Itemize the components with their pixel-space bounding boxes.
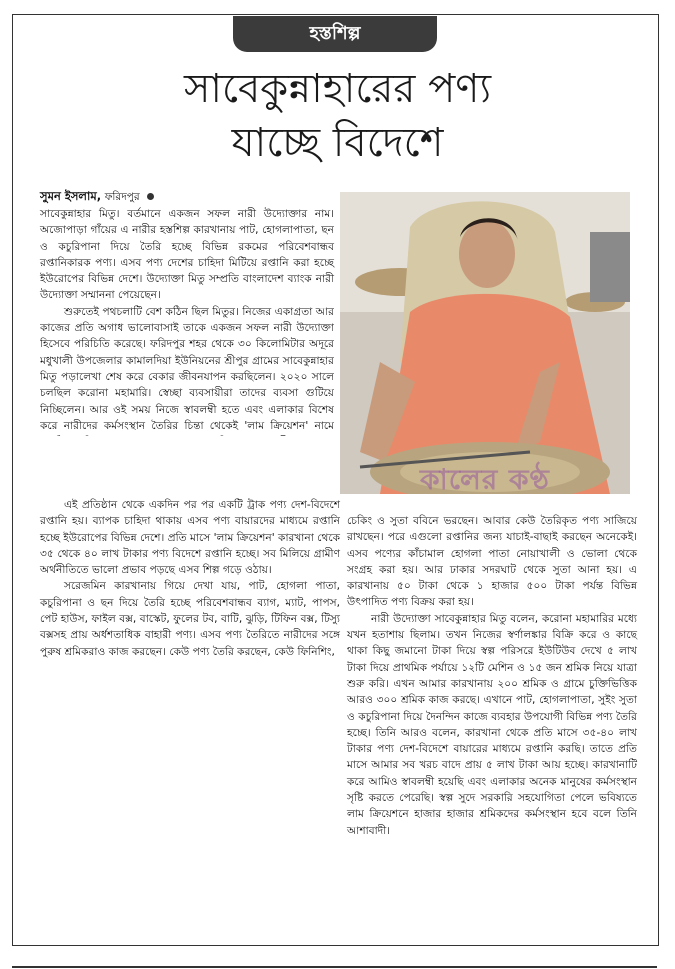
article-paragraph: শুরুতেই পথচলাটি বেশ কঠিন ছিল মিতুর। নিজের একাগ্রতা আর কাজের প্রতি অগাধ ভালোবাসাই তাকে একজন সফল নারী উদ্যোক্তা হিসেবে পরিচিতি করেছে। ফরিদপুর শহর থেকে ৩০ কিলোমিটার অদূরে মধুখালী উপজেলার কামালদিয়া ইউনিয়নের শ্রীপুর গ্রামের সাবেকুন্নাহার মিতু পড়ালেখা শেষ করে বেকার জীবনযাপন করছিলেন। ২০২০ সালে চলছিল করোনা মহামারি। স্বেচ্ছা ব্যবসায়ীরা তাদের ব্যবসা গুটিয়ে নিচ্ছিলেন। আর ওই সময় নিজে স্বাবলম্বী হতে এবং এলাকার বিশেষ করে নারীদের কর্মসংস্থান তৈরির চিন্তা থেকেই 'লাম ক্রিয়েশন' নামে [40,305,334,432]
article-column-1-bottom [40,497,340,660]
article-column-1-top [40,206,334,436]
article-paragraph: এই প্রতিষ্ঠান থেকে একদিন পর পর একটি ট্রাক পণ্য দেশ-বিদেশে রপ্তানি হয়। ব্যাপক চাহিদা থাকায় এসব পণ্য বায়ারদের মাধ্যমে রপ্তানি হচ্ছে ইউরোপের বিভিন্ন দেশে। প্রতি মাসে 'লাম ক্রিয়েশন' কারখানা থেকে ৩৫ থেকে ৪০ লাখ টাকার পণ্য বিদেশে রপ্তানি হচ্ছে। সব মিলিয়ে গ্রামীণ অর্থনীতিতে ভালো প্রভাব পড়ছে এসব শিল্প গড়ে ওঠায়। [40,499,340,577]
woman-weaving-photo [340,192,630,494]
article-paragraph: চেকিং ও সুতা ববিনে ভরছেন। আবার কেউ তৈরিকৃত পণ্য সাজিয়ে রাখছেন। পরে এগুলো রপ্তানির জন্য যাচাই-বাছাই করছেন অনেকেই। এসব পণ্যের কাঁচামাল হোগলা পাতা নোয়াখালী ও ভোলা থেকে সংগ্রহ করা হয়। আর ঢাকার সদরঘাট থেকে সুতা আনা হয়। এ কারখানায় ৫০ টাকা থেকে ১ হাজার ৫০০ টাকা পর্যন্ত বিভিন্ন উৎপাদিত পণ্য বিক্রয় করা হয়। [347,515,637,609]
headline-line-1: সাবেকুন্নাহারের পণ্য [183,66,492,112]
article-paragraph: নারী উদ্যোক্তা সাবেকুন্নাহার মিতু বলেন, করোনা মহামারির মধ্যে যখন হতাশায় ছিলাম। তখন নিজের স্বর্ণালঙ্কার বিক্রি করে ও কাছে থাকা কিছু জমানো টাকা দিয়ে স্বল্প পরিসরে ইউটিউব দেখে ৫ লাখ টাকা দিয়ে প্রাথমিক পর্যায়ে ১২টি মেশিন ও ১৫ জন শ্রমিক নিয়ে যাত্রা শুরু করি। এখন আমার কারখানায় ২০০ শ্রমিক ও গ্রামে চুক্তিভিত্তিক আরও ৩০০ শ্রমিক কাজ করছে। এখানে পাট, হোগলাপাতা, সুইং সুতা ও কচুরিপানা দিয়ে দৈনন্দিন কাজে ব্যবহার উপযোগী বিভিন্ন পণ্য তৈরি হচ্ছে। তিনি আরও বলেন, কারখানা থেকে প্রতি মাসে ৩৫-৪০ লাখ টাকার পণ্য দেশ-বিদেশে বায়ারের মাধ্যমে রপ্তানি করছি। তাতে প্রতি মাসে আমার সব খরচ বাদে প্রায় ৫ লাখ টাকা আয় হচ্ছে। কারখানাটি করে আমিও স্বাবলম্বী হয়েছি এবং এলাকার অনেক মানুষের কর্মসংস্থান সৃষ্টি করতে পেরেছি। স্বল্প সুদে সরকারি সহযোগিতা পেলে ভবিষ্যতে লাম ক্রিয়েশনে হাজার হাজার শ্রমিকদের কর্মসংস্থান হবে বলে তিনি আশাবাদী। [347,612,637,837]
article-paragraph: সরেজমিন কারখানায় গিয়ে দেখা যায়, পাট, হোগলা পাতা, কচুরিপানা ও ছন দিয়ে তৈরি হচ্ছে পরিবেশবান্ধব ব্যাগ, ম্যাট, পাপস, পেট হাউস, ফাইল বক্স, বাস্কেট, ফুলের টব, বাটি, ঝুড়ি, টিফিন বক্স, টিস্যু বক্সসহ প্রায় অর্ধশতাধিক বাহারী পণ্য। এসব পণ্য তৈরিতে নারীদের সঙ্গে পুরুষ শ্রমিকরাও কাজ করছেন। কেউ পণ্য তৈরি করছেন, কেউ ফিনিশিং, [40,580,340,658]
bottom-rule [0,948,675,969]
previous-article-strip [0,0,675,8]
newspaper-watermark: কালের কণ্ঠ [420,463,550,496]
article-photo [340,192,630,494]
article-paragraph: সাবেকুন্নাহার মিতু। বর্তমানে একজন সফল নারী উদ্যোক্তার নাম। অজোপাড়া গাঁয়ের এ নারীর হস্তশিল্প কারখানায় পাট, হোগলাপাতা, ছন ও কচুরিপানা দিয়ে তৈরি হচ্ছে বিভিন্ন রকমের পরিবেশবান্ধব রপ্তানিকারক পণ্য। এসব পণ্য দেশের চাহিদা মিটিয়ে রপ্তানি করা হচ্ছে ইউরোপের বিভিন্ন দেশে। উদ্যোক্তা মিতু সম্প্রতি বাংলাদেশ ব্যাংক নারী উদ্যোক্তা সম্মাননা পেয়েছেন। [40,208,334,302]
byline-author: সুমন ইসলাম, [40,189,102,203]
article-column-2 [347,513,637,839]
headline [40,62,635,170]
headline-line-2: যাচ্ছে বিদেশে [231,120,444,166]
byline-place: ফরিদপুর [104,191,140,203]
section-tag: হস্তশিল্প [233,16,437,52]
byline [40,188,154,207]
bullet-icon [147,193,154,200]
